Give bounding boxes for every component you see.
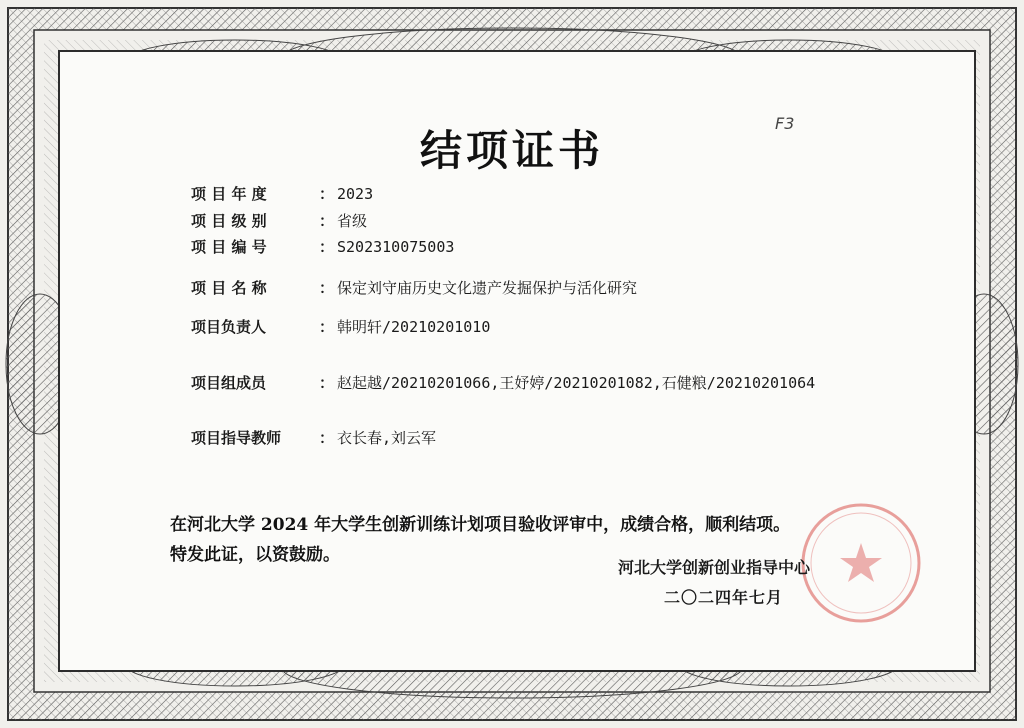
field-value: 赵起越/20210201066,王妤婷/20210201082,石健粮/20210201064 xyxy=(337,374,816,392)
field-level xyxy=(191,210,367,231)
field-name xyxy=(191,277,637,298)
field-value: 省级 xyxy=(337,212,368,230)
field-label: 项 目 年 度 xyxy=(191,185,267,203)
field-label: 项目指导教师 xyxy=(191,429,282,447)
field-value: S202310075003 xyxy=(337,238,455,256)
field-label: 项 目 名 称 xyxy=(191,279,267,297)
field-label: 项 目 编 号 xyxy=(191,238,267,256)
issue-date: 二〇二四年七月 xyxy=(664,588,784,607)
field-value: 衣长春,刘云军 xyxy=(337,429,437,447)
field-year xyxy=(191,183,373,204)
field-colon: ： xyxy=(319,374,335,392)
field-colon: ： xyxy=(319,212,335,230)
field-colon: ： xyxy=(319,185,335,203)
field-label: 项目组成员 xyxy=(191,374,267,392)
field-leader xyxy=(191,316,490,337)
field-members xyxy=(191,372,815,393)
issuer-name: 河北大学创新创业指导中心 xyxy=(618,558,811,577)
field-colon: ： xyxy=(319,429,335,447)
field-label: 项 目 级 别 xyxy=(191,212,267,230)
certificate-body-line2: 特发此证，以资鼓励。 xyxy=(170,545,340,565)
field-value: 保定刘守庙历史文化遗产发掘保护与活化研究 xyxy=(337,279,638,297)
field-number xyxy=(191,236,454,257)
field-label: 项目负责人 xyxy=(191,318,267,336)
certificate-body-line1: 在河北大学 2024 年大学生创新训练计划项目验收评审中，成绩合格，顺利结项。 xyxy=(170,515,791,535)
field-value: 韩明轩/20210201010 xyxy=(337,318,491,336)
handwritten-mark: F3 xyxy=(775,114,795,133)
field-colon: ： xyxy=(319,238,335,256)
field-colon: ： xyxy=(319,318,335,336)
certificate-title: 结项证书 xyxy=(419,126,604,175)
field-colon: ： xyxy=(319,279,335,297)
field-value: 2023 xyxy=(337,185,374,203)
red-seal-stamp xyxy=(796,498,926,628)
field-advisors xyxy=(191,427,436,448)
